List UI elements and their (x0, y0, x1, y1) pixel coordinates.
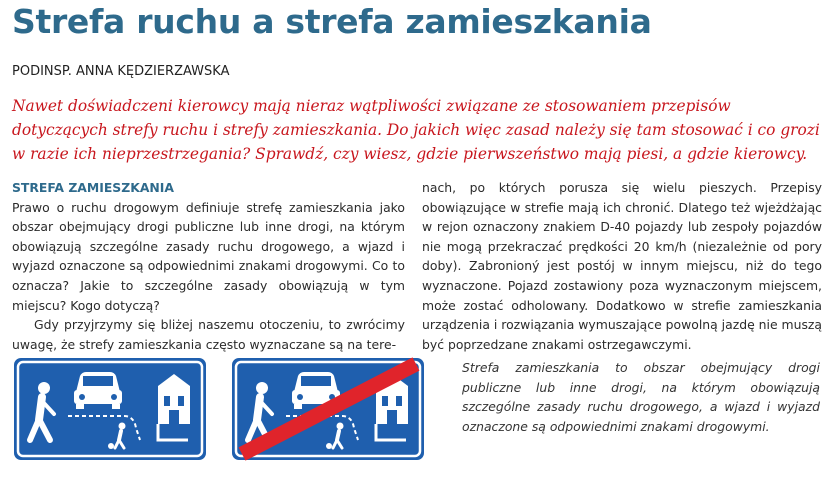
article-title: Strefa ruchu a strefa zamieszkania (12, 2, 652, 41)
article-lead: Nawet doświadczeni kierowcy mają nieraz wątpliwości związane ze stosowaniem przepisów dotyczących strefy ruchu i strefy zamieszkania. Do jakich więc zasad należy się tam stosować i co grozi w razie ich nieprzestrzegania? Sprawdź, czy wiesz, gdzie pierwszeństwo mają piesi, a gdzie kierowcy. (12, 97, 820, 163)
text-column-right (422, 178, 822, 354)
article-author: PODINSP. ANNA KĘDZIERZAWSKA (12, 64, 230, 79)
sign-d40-residential-zone-start (12, 356, 208, 462)
text-column-left (12, 178, 405, 354)
car-icon (74, 372, 122, 409)
pull-quote: Strefa zamieszkania to obszar obejmujący drogi publiczne lub inne drogi, na którym obowiązują szczególne zasady ruchu drogowego, a wjazd i wyjazd oznaczone są odpowiednimi znakami drogowymi. (462, 360, 820, 434)
sign-d41-residential-zone-end (230, 356, 426, 462)
paragraph-surroundings-start: Gdy przyjrzymy się bliżej naszemu otoczeniu, to zwrócimy uwagę, że strefy zamieszkania często wyznaczane są na tere- (12, 317, 405, 352)
section-heading: STREFA ZAMIESZKANIA (12, 180, 174, 195)
paragraph-surroundings-end: nach, po których porusza się wielu pieszych. Przepisy obowiązujące w strefie mają ich chronić. Dlatego też wjeżdżając w rejon oznaczony znakiem D-40 pojazdy lub zespoły pojazdów nie mogą przekraczać prędkości 20 km/h (niezależnie od pory doby). Zabronioný jest postój w innym miejscu, niż do tego wyznaczone. Pojazd zostawiony poza wyznaczonym miejscem, może zostać odholowany. Dodatkowo w strefie zamieszkania urządzenia i rozwiązania wymuszające powolną jazdę nie muszą być poprzedzane znakami ostrzegawczymi. (422, 180, 822, 352)
paragraph-definition: Prawo o ruchu drogowym definiuje strefę zamieszkania jako obszar obejmujący drogi publiczne lub inne drogi, na którym obowiązują szczególne zasady ruchu drogowego, a wjazd i wyjazd oznaczone są odpowiednimi znakami drogowymi. Co to oznacza? Jakie to szczególne zasady obowiązują w tym miejscu? Kogo dotyczą? (12, 199, 405, 313)
